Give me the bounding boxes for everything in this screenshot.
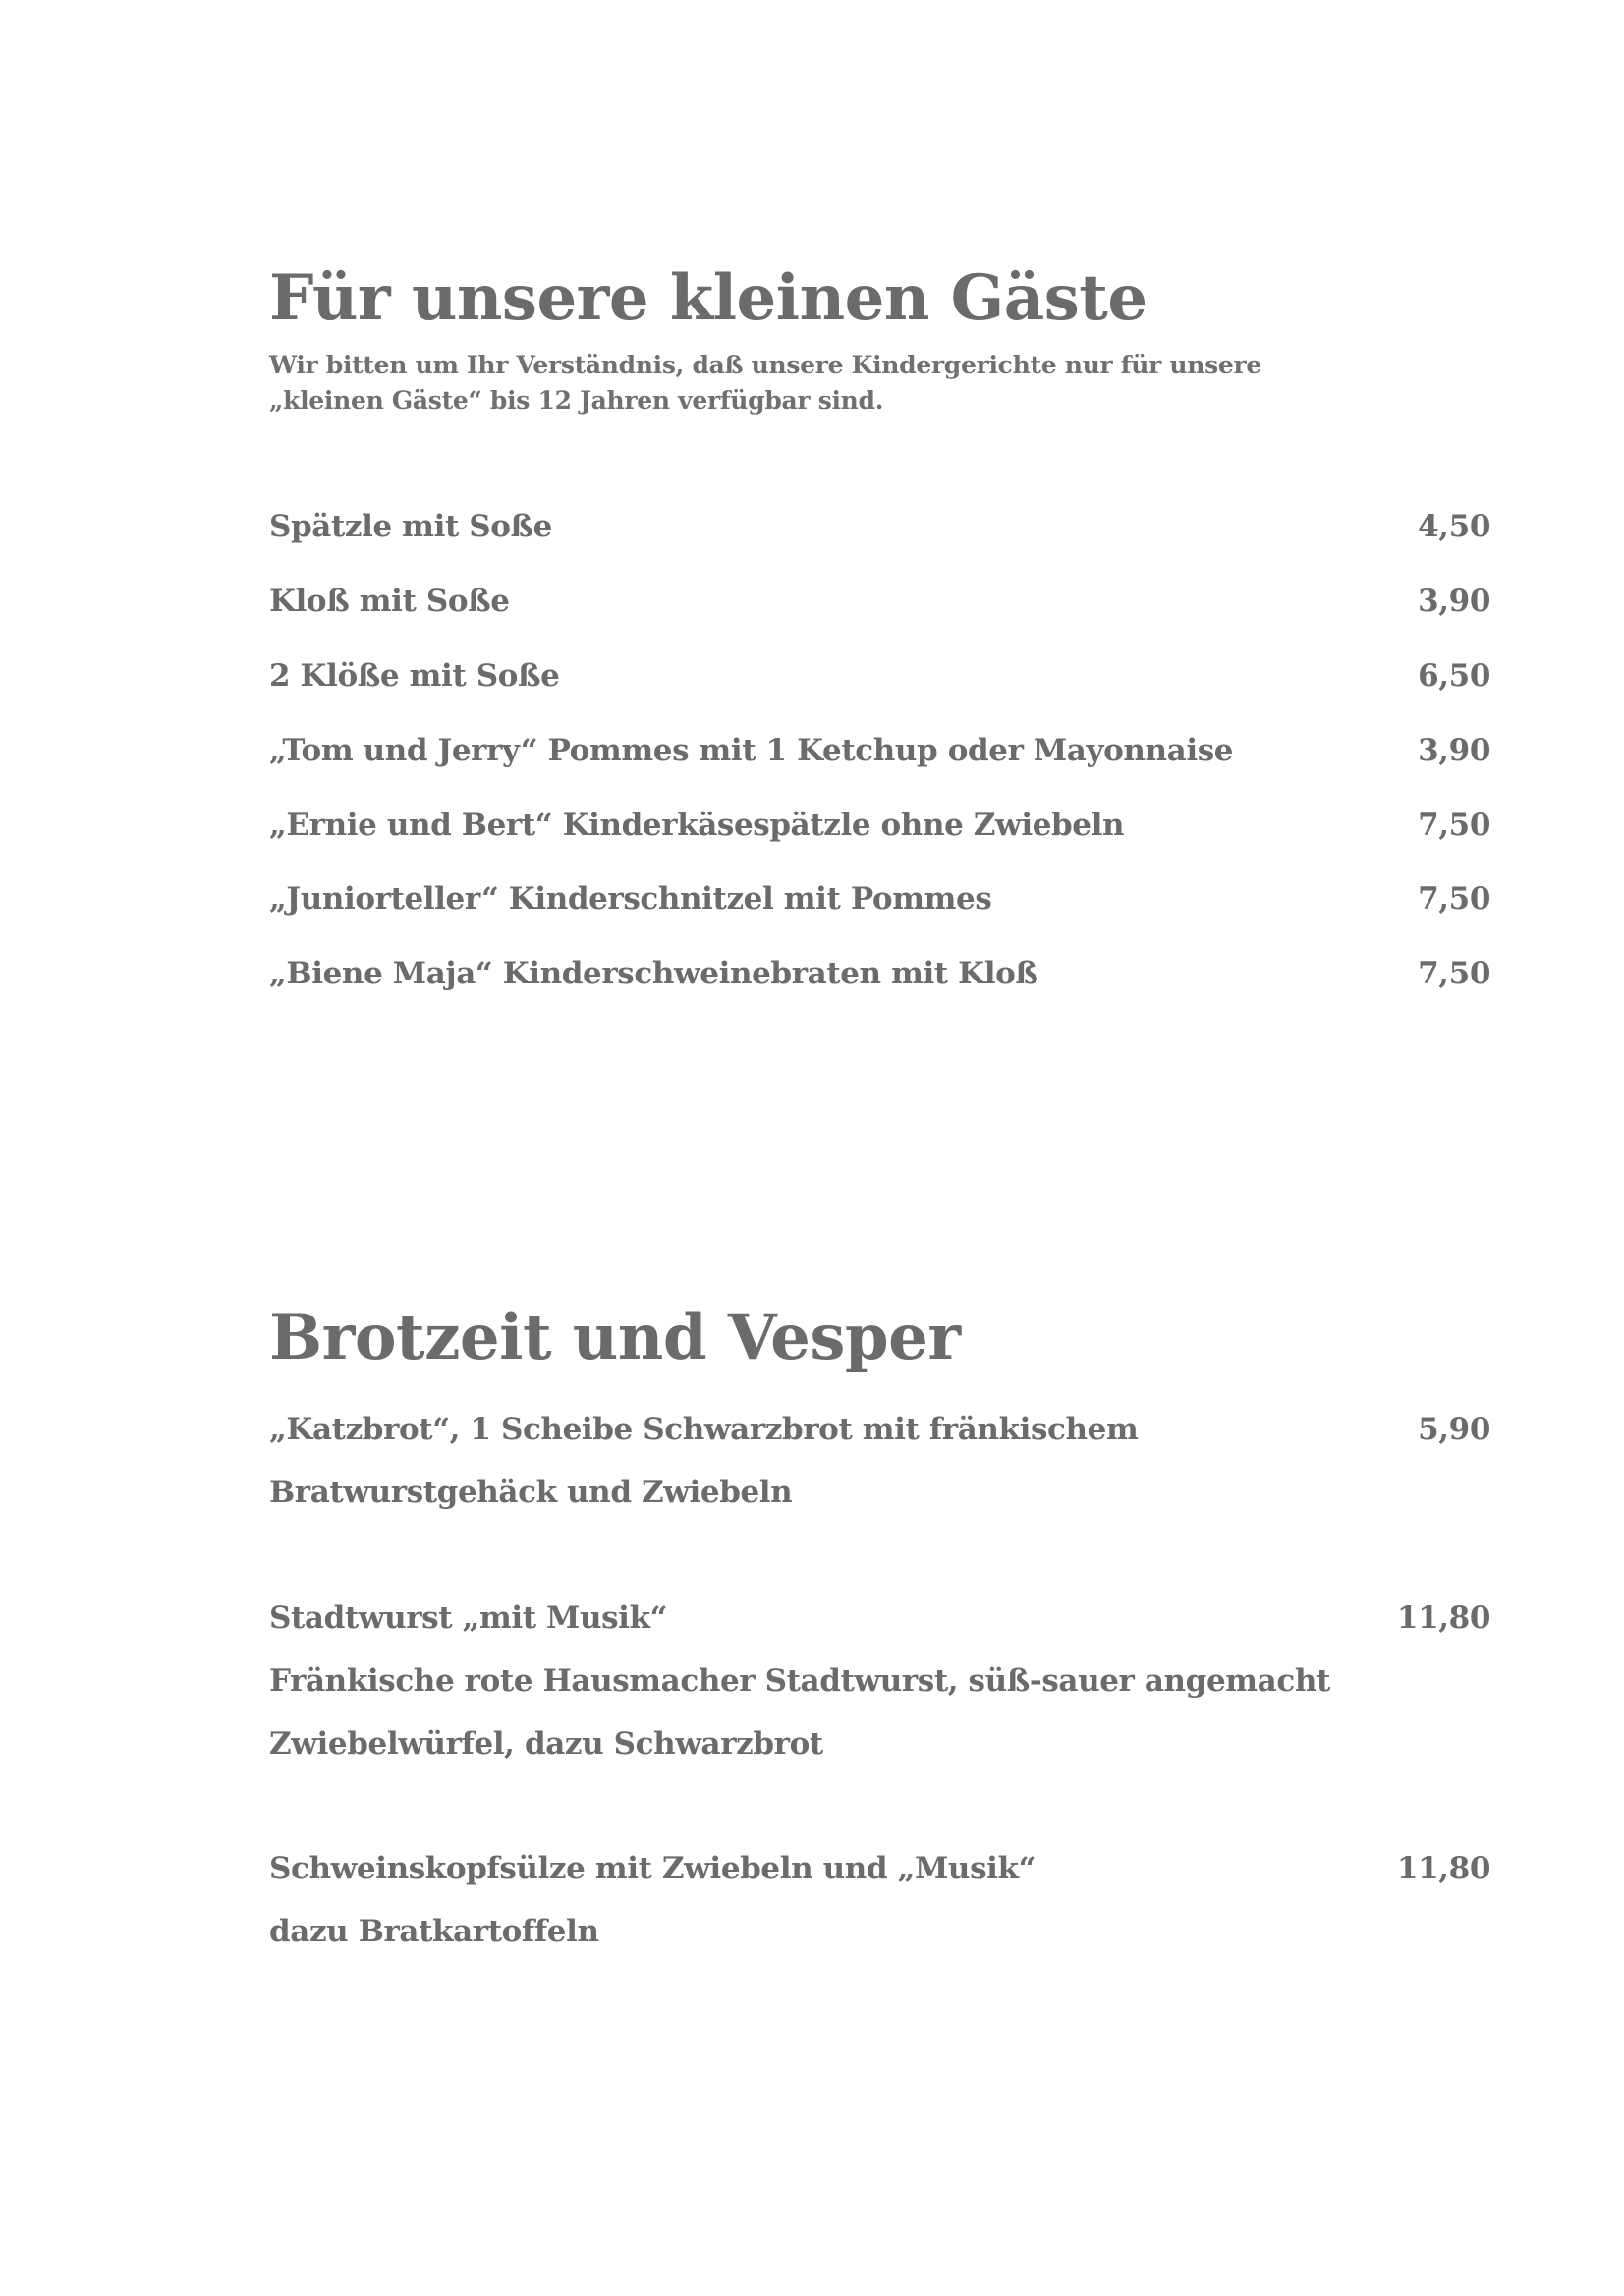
menu-item-price: 5,90 [1418, 1412, 1490, 1447]
menu-item-price: 3,90 [1418, 733, 1490, 768]
menu-item-price: 11,80 [1396, 1600, 1490, 1636]
menu-item-4 [269, 733, 1490, 776]
menu-item-name: „Tom und Jerry“ Pommes mit 1 Ketchup oder Mayonnaise [269, 733, 1234, 768]
menu-item-6 [269, 881, 1490, 924]
menu-item-price: 6,50 [1418, 658, 1490, 694]
menu-item-price: 3,90 [1418, 584, 1490, 619]
menu-item-5 [269, 808, 1490, 851]
brotzeit-section-title: Brotzeit und Vesper [269, 1301, 961, 1374]
menu-item-name: „Ernie und Bert“ Kinderkäsespätzle ohne Zwiebeln [269, 808, 1125, 843]
kids-intro-line-1: Wir bitten um Ihr Verständnis, daß unsere Kindergerichte nur für unsere [269, 351, 1261, 379]
menu-item-name: „Juniorteller“ Kinderschnitzel mit Pommes [269, 881, 992, 917]
menu-item-2 [269, 584, 1490, 627]
menu-item-description: Bratwurstgehäck und Zwiebeln [269, 1475, 793, 1510]
menu-item-price: 7,50 [1418, 808, 1490, 843]
menu-item-price: 7,50 [1418, 881, 1490, 917]
menu-item-katzbrot [269, 1412, 1490, 1455]
menu-item-name: Kloß mit Soße [269, 584, 510, 619]
menu-item-price: 4,50 [1418, 509, 1490, 544]
menu-item-name: Schweinskopfsülze mit Zwiebeln und „Musik“ [269, 1851, 1036, 1886]
menu-item-price: 11,80 [1396, 1851, 1490, 1886]
menu-item-name: Spätzle mit Soße [269, 509, 552, 544]
menu-item-7 [269, 956, 1490, 999]
menu-item-stadtwurst [269, 1600, 1490, 1644]
menu-item-name: „Katzbrot“, 1 Scheibe Schwarzbrot mit fränkischem [269, 1412, 1139, 1447]
kids-intro-line-2: „kleinen Gäste“ bis 12 Jahren verfügbar sind. [269, 386, 884, 415]
menu-item-price: 7,50 [1418, 956, 1490, 991]
menu-item-name: „Biene Maja“ Kinderschweinebraten mit Kloß [269, 956, 1038, 991]
menu-item-name: Stadtwurst „mit Musik“ [269, 1600, 668, 1636]
kids-section-title: Für unsere kleinen Gäste [269, 261, 1148, 335]
menu-item-schweinskopfsuelze [269, 1851, 1490, 1894]
menu-item-1 [269, 509, 1490, 552]
menu-item-description: Fränkische rote Hausmacher Stadtwurst, süß-sauer angemacht [269, 1663, 1330, 1699]
kids-intro [269, 348, 1261, 419]
menu-item-description: Zwiebelwürfel, dazu Schwarzbrot [269, 1726, 823, 1762]
menu-item-3 [269, 658, 1490, 701]
menu-item-description: dazu Bratkartoffeln [269, 1914, 599, 1949]
menu-item-name: 2 Klöße mit Soße [269, 658, 560, 694]
